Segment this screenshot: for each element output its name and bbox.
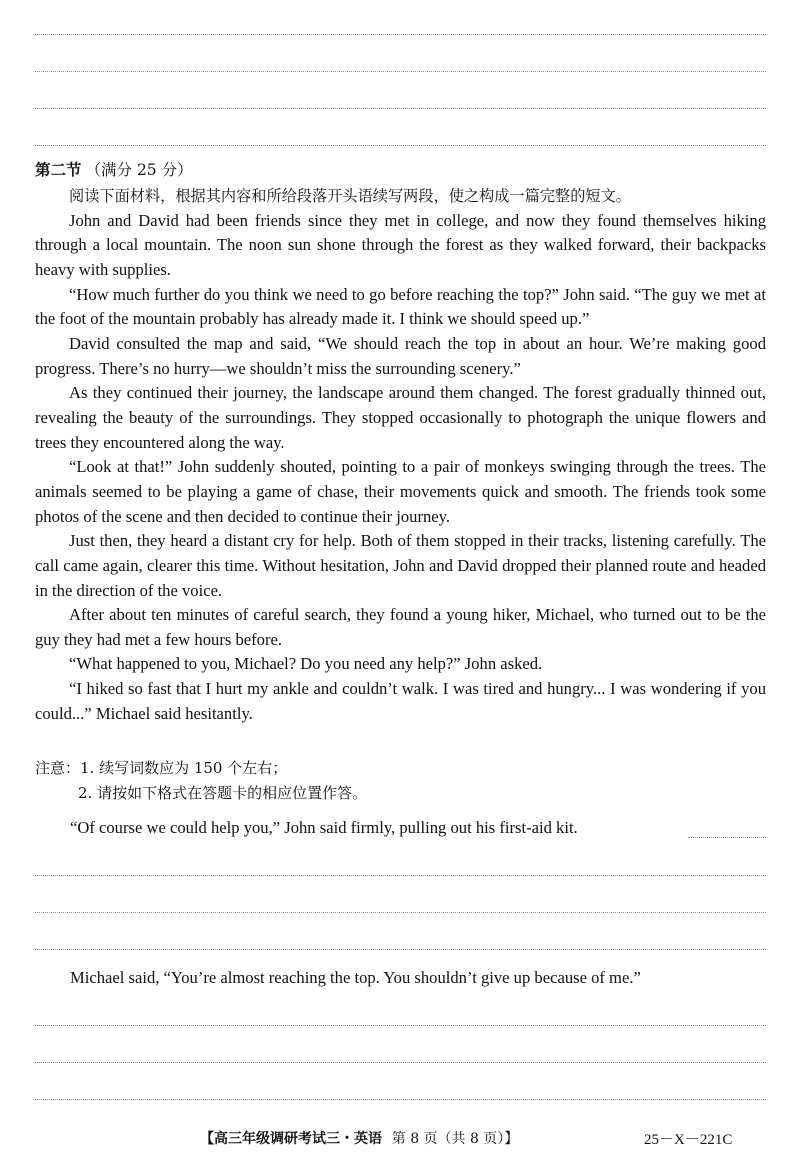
section-points: （满分 25 分） <box>85 161 193 179</box>
answer-line <box>35 1025 766 1026</box>
answer-line <box>35 71 766 72</box>
paragraph: Just then, they heard a distant cry for help. Both of them stopped in their tracks, listening carefully. The call came again, clearer this time. Without hesitation, John and David dropped their planned route and headed in the direction of the voice. <box>35 531 766 600</box>
page-footer <box>200 1128 518 1148</box>
answer-line <box>35 949 766 950</box>
paragraph: David consulted the map and said, “We should reach the top in about an hour. We’re making good progress. There’s no hurry—we shouldn’t miss the surrounding scenery.” <box>35 333 766 378</box>
answer-line <box>35 145 766 146</box>
footer-code: 25－X－221C <box>644 1132 733 1148</box>
footer-page-number: 第 8 页（共 8 页）】 <box>391 1131 519 1147</box>
paragraph: As they continued their journey, the landscape around them changed. The forest gradually thinned out, revealing the beauty of the surroundings. They stopped occasionally to photograph the unique flowers and trees they encountered along the way. <box>35 383 766 452</box>
paragraph: After about ten minutes of careful search, they found a young hiker, Michael, who turned out to be the guy they had met a few hours before. <box>35 605 766 649</box>
reading-passage <box>35 184 766 726</box>
section-title: 第二节 <box>35 160 82 179</box>
answer-line <box>35 875 766 876</box>
paragraph: “How much further do you think we need to go before reaching the top?” John said. “The guy we met at the foot of the mountain probably has already made it. I think we should speed up.” <box>35 284 766 329</box>
answer-line <box>35 34 766 35</box>
answer-line <box>35 1062 766 1063</box>
footer-exam-title: 【高三年级调研考试三・英语 <box>200 1131 382 1147</box>
paragraph: “What happened to you, Michael? Do you need any help?” John asked. <box>69 654 543 674</box>
note-line: 2. 请按如下格式在答题卡的相应位置作答。 <box>78 783 368 802</box>
section-heading <box>35 158 193 180</box>
writing-notes <box>35 756 766 805</box>
paragraph: “Look at that!” John suddenly shouted, pointing to a pair of monkeys swinging through the trees. The animals seemed to be playing a game of chase, their movements quick and smooth. The friends took some photos of the scene and then decided to continue their journey. <box>35 457 766 526</box>
answer-line <box>688 837 766 838</box>
paragraph: “I hiked so fast that I hurt my ankle and couldn’t walk. I was tired and hungry... I was wondering if you could...” Michael said hesitantly. <box>35 679 766 723</box>
answer-line <box>35 912 766 913</box>
paragraph: John and David had been friends since they met in college, and now they found themselves hiking through a local mountain. The noon sun shone through the forest as they walked forward, their backpacks heavy with supplies. <box>35 210 766 279</box>
paragraph-starter-1: “Of course we could help you,” John said firmly, pulling out his first-aid kit. <box>70 818 578 837</box>
paragraph-starter-2: Michael said, “You’re almost reaching the top. You shouldn’t give up because of me.” <box>70 968 641 987</box>
note-line: 注意：1. 续写词数应为 150 个左右； <box>35 759 288 777</box>
answer-line <box>35 1099 766 1100</box>
instruction: 阅读下面材料，根据其内容和所给段落开头语续写两段，使之构成一篇完整的短文。 <box>69 187 631 205</box>
answer-line <box>35 108 766 109</box>
